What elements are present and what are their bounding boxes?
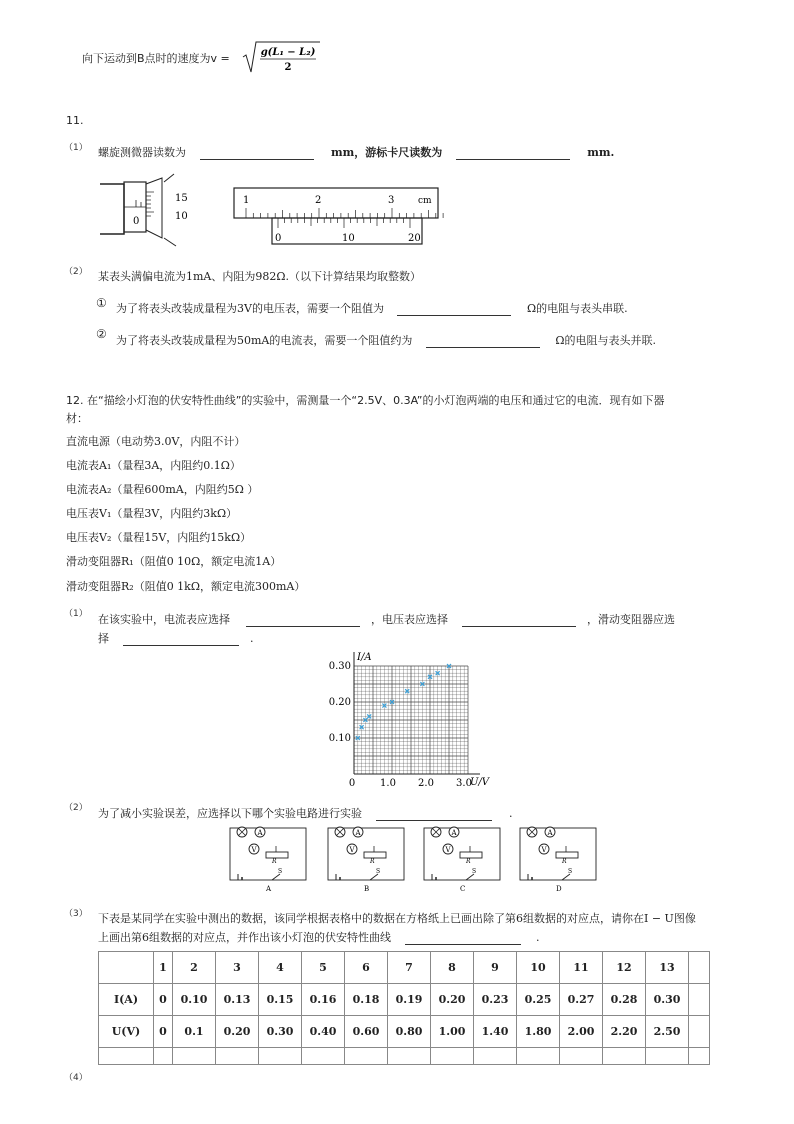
table-cell: 1.40 <box>474 1016 517 1048</box>
equipment-item: 滑动变阻器R₂（阻值0 1kΩ，额定电流300mA） <box>66 580 306 593</box>
table-cell <box>646 1048 689 1065</box>
table-cell: 0.18 <box>345 984 388 1016</box>
table-cell: 0.20 <box>431 984 474 1016</box>
micrometer-zero: 0 <box>133 216 140 227</box>
table-cell <box>99 952 154 984</box>
micrometer-tick-10: 10 <box>175 211 188 222</box>
q11-c1-text-a: 为了将表头改装成量程为3V的电压表，需要一个阻值为 <box>116 302 384 315</box>
q12-p2-text-a: 为了减小实验误差，应选择以下哪个实验电路进行实验 <box>98 807 362 820</box>
data-table <box>98 951 710 1065</box>
circuit-b <box>328 827 404 880</box>
caliper-unit: cm <box>418 196 432 206</box>
table-cell: 0.25 <box>517 984 560 1016</box>
q11-p1-text-c: mm. <box>587 146 615 159</box>
table-cell: 7 <box>388 952 431 984</box>
table-cell: 1.00 <box>431 1016 474 1048</box>
iu-chart <box>326 648 490 792</box>
table-cell <box>431 1048 474 1065</box>
table-cell: 0.80 <box>388 1016 431 1048</box>
caliper-vernier-label-0: 0 <box>275 233 282 244</box>
q11-c2-marker: ② <box>96 327 107 341</box>
q12-p1-text-c: ，滑动变阻器应选 <box>587 613 675 626</box>
q12-p3-text: 上画出第6组数据的对应点，并作出该小灯泡的伏安特性曲线 <box>98 931 391 944</box>
micrometer-tick-15: 15 <box>175 193 188 204</box>
q12-p1-label: （1） <box>64 609 88 619</box>
table-cell: 12 <box>603 952 646 984</box>
table-cell <box>259 1048 302 1065</box>
equipment-item: 电压表V₂（量程15V，内阻约15kΩ） <box>66 531 252 544</box>
table-cell: 1 <box>154 952 173 984</box>
table-cell: 2.20 <box>603 1016 646 1048</box>
chart-x-tick-label: 0 <box>348 778 356 789</box>
table-cell <box>154 1048 173 1065</box>
table-cell: 3 <box>216 952 259 984</box>
voltmeter-choice-blank[interactable] <box>462 614 576 627</box>
table-cell <box>689 984 710 1016</box>
q11-p1-text-a: 螺旋测微器读数为 <box>98 146 186 159</box>
table-cell: 5 <box>302 952 345 984</box>
table-cell <box>173 1048 216 1065</box>
table-cell <box>216 1048 259 1065</box>
circuit-label-b: B <box>364 885 370 893</box>
q11-p1-text-b: mm，游标卡尺读数为 <box>331 146 443 159</box>
q12-p3-label: （3） <box>64 909 88 919</box>
table-cell: 0.16 <box>302 984 345 1016</box>
table-cell <box>474 1048 517 1065</box>
table-row <box>99 1048 710 1065</box>
q12-p1-text-a: 在该实验中，电流表应选择 <box>98 613 230 626</box>
ammeter-choice-blank[interactable] <box>246 614 360 627</box>
chart-y-tick-label: 0.30 <box>328 661 351 672</box>
q11-c1-marker: ① <box>96 296 107 310</box>
caliper-main-label-2: 2 <box>315 195 322 206</box>
q12-p4-label: （4） <box>64 1073 88 1083</box>
sqrt-symbol <box>242 40 322 74</box>
q12-p2-label: （2） <box>64 803 88 813</box>
circuit-label-c: C <box>460 885 466 893</box>
table-cell: 0.30 <box>259 1016 302 1048</box>
table-cell: 0.28 <box>603 984 646 1016</box>
chart-y-tick-label: 0.10 <box>328 733 351 744</box>
equipment-item: 电流表A₂（量程600mA，内阻约5Ω ） <box>66 483 259 496</box>
top-line-text: 向下运动到B点时的速度为v = <box>82 52 230 65</box>
q12-p2-text-b: . <box>509 807 513 820</box>
chart-x-label: U/V <box>470 777 490 788</box>
equipment-item: 滑动变阻器R₁（阻值0 10Ω，额定电流1A） <box>66 555 282 568</box>
table-cell <box>689 1016 710 1048</box>
table-cell: 0 <box>154 1016 173 1048</box>
caliper-vernier-label-10: 10 <box>342 233 355 244</box>
table-cell: 0 <box>154 984 173 1016</box>
table-cell: 0.27 <box>560 984 603 1016</box>
table-cell: 13 <box>646 952 689 984</box>
table-cell: 8 <box>431 952 474 984</box>
table-cell: 2.00 <box>560 1016 603 1048</box>
q11-p2-label: （2） <box>64 267 88 277</box>
table-cell: 0.40 <box>302 1016 345 1048</box>
q12-p1-line <box>98 611 675 627</box>
caliper-main-label-3: 3 <box>388 195 395 206</box>
table-cell <box>603 1048 646 1065</box>
q11-c2-line <box>116 332 656 348</box>
table-cell: 0.15 <box>259 984 302 1016</box>
table-cell: 1.80 <box>517 1016 560 1048</box>
table-header-row <box>99 952 710 984</box>
table-cell <box>99 1048 154 1065</box>
table-cell <box>560 1048 603 1065</box>
circuit-choice-blank[interactable] <box>376 808 492 821</box>
table-cell: 10 <box>517 952 560 984</box>
table-cell <box>302 1048 345 1065</box>
formula-numerator: g(L₁ − L₂) <box>260 47 316 58</box>
q11-number: 11. <box>66 114 84 127</box>
table-cell: 0.19 <box>388 984 431 1016</box>
caliper-main-label-1: 1 <box>243 195 250 206</box>
table-cell: 0.10 <box>173 984 216 1016</box>
table-cell: 0.60 <box>345 1016 388 1048</box>
caliper-figure <box>232 186 442 248</box>
table-row <box>99 1016 710 1048</box>
micrometer-figure <box>96 172 196 244</box>
rheostat-choice-blank[interactable] <box>123 633 239 646</box>
table-cell: 0.13 <box>216 984 259 1016</box>
q11-p1-label: （1） <box>64 143 88 153</box>
q11-p2-text: 某表头满偏电流为1mA、内阻为982Ω.（以下计算结果均取整数） <box>98 270 421 283</box>
q11-c1-text-b: Ω的电阻与表头串联. <box>526 302 628 315</box>
curve-answer-blank[interactable] <box>405 932 521 945</box>
q12-p1-text-d: 择 <box>98 632 109 645</box>
table-cell <box>388 1048 431 1065</box>
shunt-resistor-blank[interactable] <box>426 335 540 348</box>
table-cell: I(A) <box>99 984 154 1016</box>
q12-p2-line <box>98 805 513 821</box>
micrometer-answer-blank[interactable] <box>200 147 314 160</box>
circuit-label-a: A <box>266 885 272 893</box>
table-cell <box>517 1048 560 1065</box>
table-cell: 2 <box>173 952 216 984</box>
q12-p1-text-e: . <box>250 632 254 645</box>
table-cell: 0.1 <box>173 1016 216 1048</box>
q12-line1: 12. 在“描绘小灯泡的伏安特性曲线”的实验中，需测量一个“2.5V、0.3A”的小灯泡两端的电压和通过它的电流．现有如下器 <box>66 394 665 407</box>
top-formula <box>242 40 322 77</box>
q11-c1-line <box>116 300 628 316</box>
table-cell: 2.50 <box>646 1016 689 1048</box>
formula-denominator: 2 <box>284 62 292 73</box>
caliper-vernier-label-20: 20 <box>408 233 421 244</box>
table-cell <box>689 1048 710 1065</box>
equipment-item: 电压表V₁（量程3V，内阻约3kΩ） <box>66 507 238 520</box>
q12-p3-end: . <box>536 931 540 944</box>
table-cell: 0.23 <box>474 984 517 1016</box>
chart-y-label: I/A <box>357 652 372 663</box>
circuit-a <box>230 827 306 880</box>
q11-p1-line <box>98 144 614 160</box>
q12-p3-line1: 下表是某同学在实验中测出的数据，该同学根据表格中的数据在方格纸上已画出除了第6组数据的对应点，请你在I − U图像 <box>98 912 696 925</box>
table-row <box>99 984 710 1016</box>
top-line <box>82 50 230 66</box>
caliper-answer-blank[interactable] <box>456 147 570 160</box>
table-cell: 4 <box>259 952 302 984</box>
q12-p1-text-b: ，电压表应选择 <box>371 613 448 626</box>
table-cell: U(V) <box>99 1016 154 1048</box>
q11-c2-text-b: Ω的电阻与表头并联. <box>555 334 656 347</box>
table-cell: 11 <box>560 952 603 984</box>
chart-y-tick-label: 0.20 <box>328 697 351 708</box>
q11-c2-text-a: 为了将表头改装成量程为50mA的电流表，需要一个阻值约为 <box>116 334 413 347</box>
table-cell: 6 <box>345 952 388 984</box>
table-cell: 9 <box>474 952 517 984</box>
circuit-diagrams <box>228 822 608 894</box>
table-cell: 0.20 <box>216 1016 259 1048</box>
chart-x-tick-label: 3.0 <box>456 778 472 789</box>
circuit-label-d: D <box>556 885 562 893</box>
q12-line2: 材： <box>66 412 88 425</box>
chart-x-tick-label: 1.0 <box>380 778 396 789</box>
table-cell: 0.30 <box>646 984 689 1016</box>
equipment-item: 电流表A₁（量程3A，内阻约0.1Ω） <box>66 459 241 472</box>
chart-x-tick-label: 2.0 <box>418 778 434 789</box>
circuit-c <box>424 827 500 880</box>
equipment-item: 直流电源（电动势3.0V，内阻不计） <box>66 435 246 448</box>
q12-p1-line2 <box>98 630 254 646</box>
q12-p3-line2 <box>98 929 540 945</box>
table-cell <box>689 952 710 984</box>
circuit-d <box>520 827 596 880</box>
series-resistor-blank[interactable] <box>397 303 511 316</box>
table-cell <box>345 1048 388 1065</box>
